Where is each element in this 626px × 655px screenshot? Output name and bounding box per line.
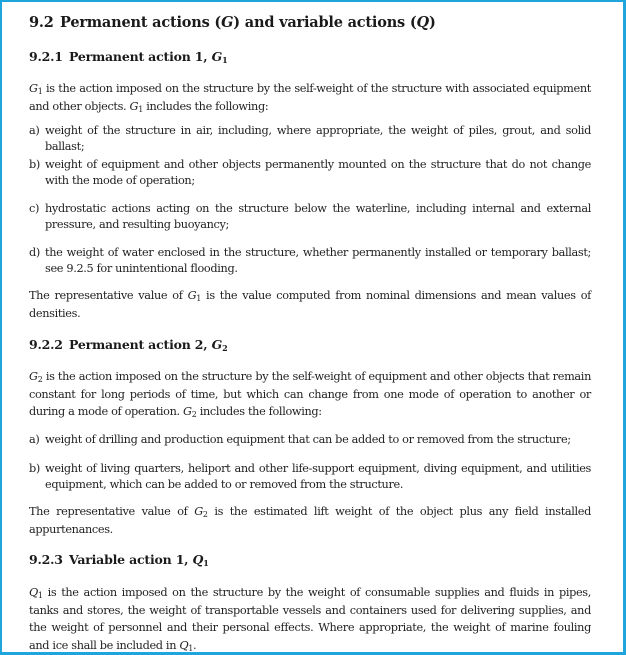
- symbol-subscript: 2: [202, 510, 208, 519]
- subsection-heading-9-2-3: [29, 552, 209, 567]
- subsection-heading-9-2-2: [29, 337, 227, 352]
- paragraph-text: is the action imposed on the structure by the weight of consumable supplies and fluids in pipes, tanks and stores, the weight of transportable vessels and containers used for delivering supplies, and the weight of personnel and their personal effects. Where appropriate, the weight of marine fouling and ice shall be included in: [29, 586, 591, 652]
- subsection-title: Variable action 1,: [69, 552, 193, 567]
- symbol-subscript: 1: [196, 294, 202, 303]
- symbol: Q: [29, 586, 38, 599]
- symbol: G: [29, 370, 38, 383]
- subsection-number: 9.2.1: [29, 49, 63, 64]
- list-item-label: b): [29, 462, 40, 475]
- subsection-symbol: G: [211, 337, 223, 352]
- subsection-heading-9-2-1: [29, 49, 227, 64]
- subsection-symbol-subscript: 1: [203, 558, 209, 568]
- paragraph-text: .: [193, 638, 197, 652]
- subsection-symbol: Q: [192, 552, 204, 567]
- symbol-subscript: 1: [37, 87, 43, 96]
- list-item: [29, 157, 591, 188]
- paragraph-text: is the estimated lift weight of the object plus any field installed appurtenances.: [29, 505, 592, 536]
- subsection-number: 9.2.2: [29, 337, 63, 352]
- symbol: G: [194, 505, 203, 518]
- list-item: [29, 432, 591, 448]
- symbol: Q: [179, 638, 189, 652]
- symbol-subscript: 1: [188, 643, 194, 653]
- list-item-label: c): [29, 202, 40, 215]
- symbol-subscript: 2: [37, 375, 43, 384]
- paragraph-g1-representative: [29, 287, 591, 322]
- section-number: 9.2: [29, 14, 54, 31]
- list-item-text: weight of the structure in air, including, where appropriate, the weight of piles, grout, and solid ballast;: [45, 124, 591, 153]
- list-item-text: the weight of water enclosed in the structure, whether permanently installed or temporary ballast; see 9.2.5 for unintentional flooding.: [45, 246, 591, 275]
- list-item: [29, 201, 591, 232]
- list-item: [29, 123, 591, 154]
- list-item-text: weight of living quarters, heliport and other life-support equipment, diving equipment, and utilities equipment, which can be added to or removed from the structure.: [45, 462, 591, 491]
- symbol: G: [129, 99, 139, 113]
- section-heading: [29, 14, 436, 31]
- symbol-subscript: 2: [191, 410, 197, 419]
- section-title-part: ) and variable actions (: [233, 14, 417, 31]
- list-item-label: b): [29, 158, 40, 171]
- subsection-symbol: G: [211, 49, 223, 64]
- paragraph-g2-representative: [29, 503, 591, 538]
- symbol: G: [29, 82, 38, 95]
- paragraph-text: is the action imposed on the structure by the self-weight of the structure with associated equipment and other objects.: [29, 82, 591, 113]
- list-item-text: hydrostatic actions acting on the structure below the waterline, including internal and external pressure, and resulting buoyancy;: [45, 202, 591, 231]
- paragraph-text: The representative value of: [29, 505, 195, 518]
- section-title-symbol-g: G: [221, 14, 234, 31]
- list-item-text: weight of equipment and other objects permanently mounted on the structure that do not change with the mode of operation;: [45, 158, 591, 187]
- list-item: [29, 461, 591, 492]
- paragraph-text: includes the following:: [142, 99, 269, 113]
- list-item-text: weight of drilling and production equipment that can be added to or removed from the structure;: [45, 433, 571, 446]
- list-item-label: a): [29, 124, 40, 137]
- subsection-title: Permanent action 2,: [69, 337, 212, 352]
- subsection-symbol-subscript: 1: [222, 55, 228, 65]
- subsection-title: Permanent action 1,: [69, 49, 212, 64]
- paragraph-text: is the action imposed on the structure by the self-weight of equipment and other objects that remain constant for long periods of time, but which can change from one mode of operation to another or during a mode of operation.: [29, 370, 591, 418]
- paragraph-text: The representative value of: [29, 289, 188, 302]
- section-title-symbol-q: Q: [416, 14, 429, 31]
- symbol-subscript: 1: [138, 104, 143, 114]
- list-item-label: d): [29, 246, 40, 259]
- symbol: G: [183, 405, 192, 418]
- symbol: G: [187, 289, 197, 302]
- paragraph-g1-intro: [29, 80, 591, 115]
- symbol-subscript: 1: [37, 591, 43, 600]
- list-item-label: a): [29, 433, 40, 446]
- section-title-part: ): [428, 14, 436, 31]
- paragraph-q1-intro: [29, 584, 591, 654]
- subsection-number: 9.2.3: [29, 552, 63, 567]
- section-title-part: Permanent actions (: [60, 14, 222, 31]
- list-item: [29, 245, 591, 276]
- paragraph-text: is the value computed from nominal dimensions and mean values of densities.: [29, 289, 591, 320]
- paragraph-g2-intro: [29, 368, 591, 421]
- subsection-symbol-subscript: 2: [222, 343, 228, 353]
- paragraph-text: includes the following:: [196, 405, 322, 418]
